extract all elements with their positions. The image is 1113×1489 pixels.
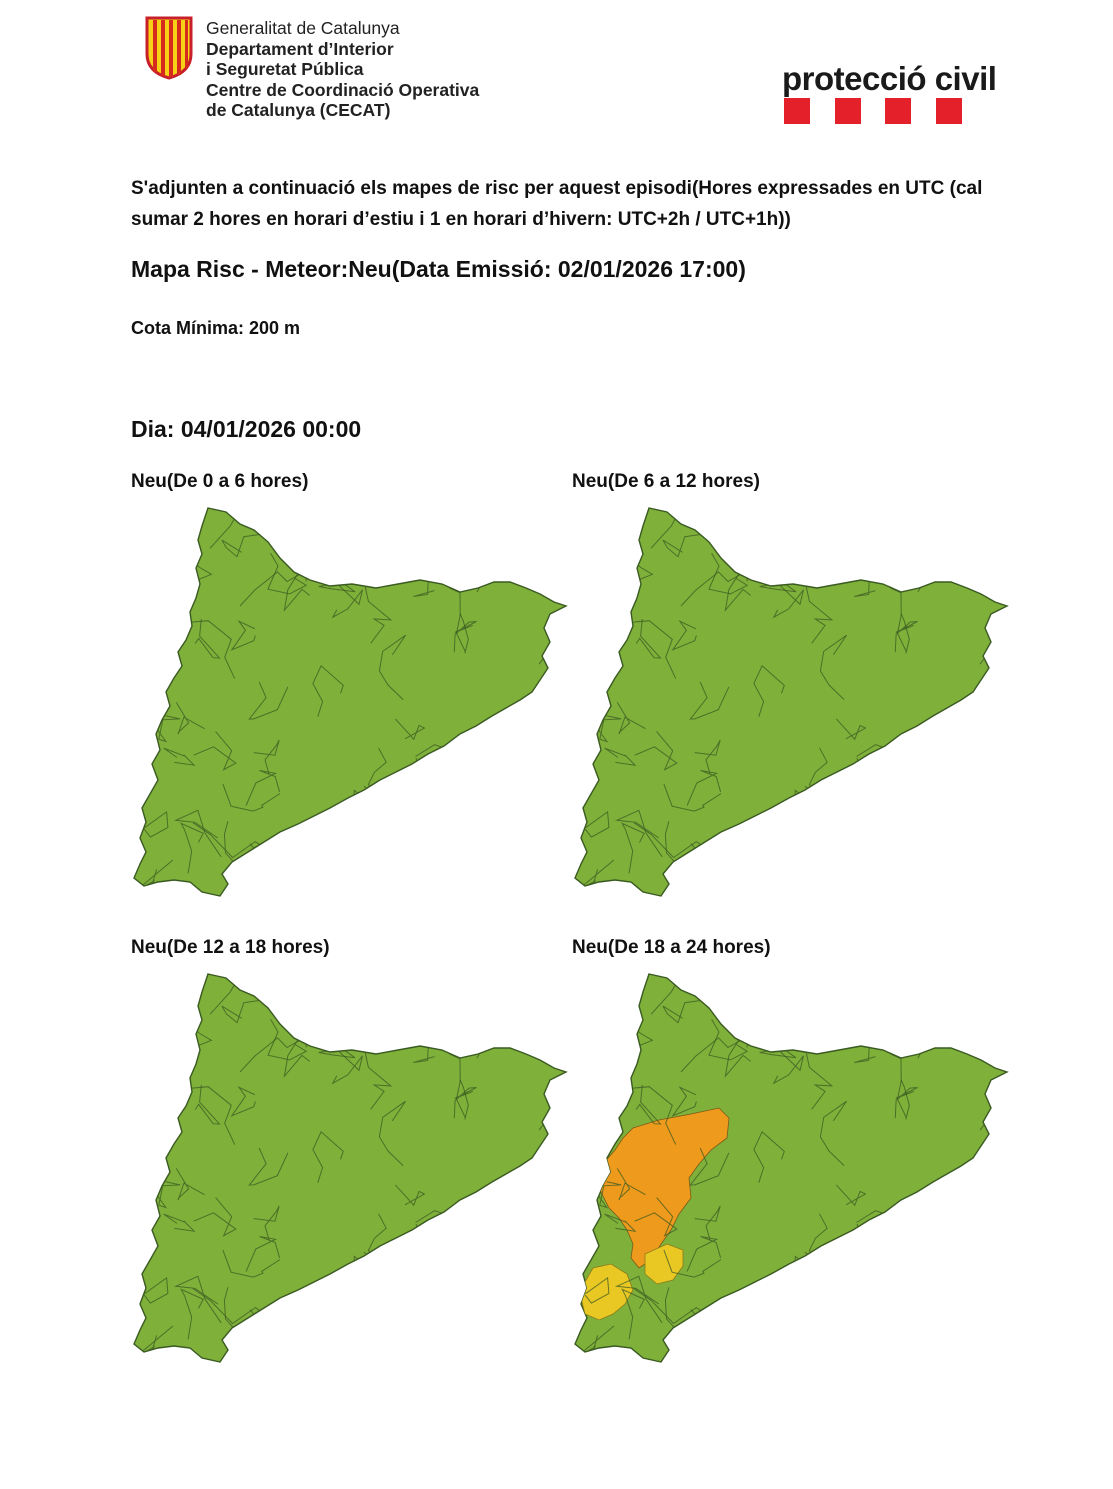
gen-line-1: Generalitat de Catalunya [206, 18, 400, 38]
comarca-border-line [504, 825, 556, 895]
comarca-border-line [272, 502, 320, 526]
comarca-border-line [713, 968, 761, 992]
comarca-border-line [456, 741, 489, 779]
comarca-border-line [496, 856, 545, 883]
comarca-border-line [553, 1258, 570, 1303]
comarca-border-line [524, 1179, 552, 1207]
panel-label-12-18: Neu(De 12 a 18 hores) [131, 937, 330, 958]
comarca-border-line [816, 1327, 855, 1355]
comarca-border-line [130, 1058, 170, 1087]
comarca-border-line [822, 1244, 857, 1274]
comarca-border-line [480, 502, 535, 537]
comarca-border-line [574, 541, 593, 588]
comarca-border-line [759, 514, 788, 547]
comarca-border-line [882, 513, 941, 536]
comarca-border-line [369, 968, 400, 994]
comarca-border-line [921, 968, 976, 1003]
comarca-border-line [571, 592, 611, 621]
comarca-border-line [860, 968, 914, 1014]
comarca-border-line [419, 968, 473, 1014]
generalitat-logo [143, 14, 195, 80]
comarca-border-line [130, 1080, 159, 1104]
pc-square-2 [835, 98, 861, 124]
comarca-border-line [746, 536, 771, 583]
comarca-border-line [882, 979, 941, 1002]
comarca-border-line [450, 1223, 470, 1264]
minimum-elevation: Cota Mínima: 200 m [131, 318, 301, 338]
comarca-border-line [480, 968, 535, 1003]
comarca-border-line [937, 1322, 986, 1349]
proteccio-civil-logo [782, 60, 1007, 130]
intro-paragraph: S'adjunten a continuació els mapes de risc per aquest episodi(Hores expressades en UTC (cal sumar 2 hores en horari d’estiu i 1 en horari d’hivern: UTC+2h / UTC+1h)) [131, 178, 983, 230]
comarca-border-line [342, 831, 371, 859]
pc-squares [784, 98, 974, 124]
pc-square-3 [885, 98, 911, 124]
comarca-border-line [746, 1002, 771, 1048]
comarca-border-line [530, 874, 568, 899]
map-catalonia-12-18 [130, 968, 570, 1368]
comarca-border-line [263, 1351, 283, 1368]
comarca-border-line [381, 1244, 416, 1274]
comarca-border-line [579, 548, 609, 597]
comarca-border-line [765, 968, 787, 979]
comarca-border-line [553, 792, 570, 837]
comarca-border-line [810, 502, 841, 528]
comarca-border-line [933, 1233, 962, 1303]
comarca-border-line [934, 1292, 955, 1327]
comarca-border-line [375, 1327, 414, 1355]
comarca-border-line [691, 872, 736, 902]
comarca-border-line [994, 1258, 1011, 1303]
comarca-border-line [272, 968, 320, 992]
comarca-border-line [495, 751, 520, 811]
gen-line-3: i Seguretat Pública [206, 59, 364, 79]
comarca-border-line [691, 1338, 736, 1368]
map-catalonia-18-24 [571, 968, 1011, 1368]
gen-line-4: Centre de Coordinació Operativa [206, 79, 480, 100]
comarca-border-line [810, 968, 841, 994]
generalitat-department-text [206, 18, 479, 121]
pc-square-4 [936, 98, 962, 124]
comarca-border-line [816, 861, 855, 889]
comarca-border-line [994, 792, 1011, 837]
comarca-border-line [452, 529, 489, 592]
comarca-border-line [130, 1067, 181, 1084]
comarca-border-line [504, 1291, 556, 1361]
gen-line-2: Departament d’Interior [206, 38, 394, 59]
comarca-border-line [450, 757, 470, 798]
comarca-border-line [318, 980, 347, 1013]
comarca-border-line [971, 1340, 1009, 1365]
comarca-border-line [574, 1007, 593, 1054]
comarca-border-line [571, 1080, 600, 1104]
comarca-border-line [571, 1067, 622, 1084]
comarca-border-line [933, 767, 962, 837]
comarca-border-line [891, 757, 911, 798]
comarca-border-line [452, 995, 489, 1058]
comarca-border-line [937, 856, 986, 883]
comarca-border-line [493, 1292, 514, 1327]
comarca-border-line [571, 601, 622, 618]
comarca-border-line [945, 1291, 997, 1361]
comarca-border-line [893, 529, 930, 592]
comarca-border-line [133, 541, 152, 588]
comarca-border-line [704, 1351, 724, 1368]
comarca-border-line [795, 1256, 852, 1289]
comarca-border-line [765, 502, 787, 513]
comarca-border-line [945, 825, 997, 895]
comarca-border-line [850, 527, 878, 558]
comarca-border-line [305, 536, 330, 583]
comarca-border-line [897, 741, 930, 779]
comarca-border-line [860, 502, 914, 548]
comarca-border-line [783, 1297, 812, 1325]
comarca-border-line [495, 1217, 520, 1277]
comarca-border-line [897, 1207, 930, 1245]
comarca-border-line [965, 713, 993, 741]
panel-label-18-24: Neu(De 18 a 24 hores) [572, 937, 771, 958]
comarca-border-line [419, 502, 473, 548]
comarca-border-line [496, 1322, 545, 1349]
comarca-border-line [893, 995, 930, 1058]
forecast-day: Dia: 04/01/2026 00:00 [131, 416, 362, 442]
comarca-border-line [130, 592, 170, 621]
comarca-border-line [891, 1223, 911, 1264]
comarca-border-line [936, 1217, 961, 1277]
comarca-border-line [492, 1233, 521, 1303]
map-catalonia-0-6 [130, 502, 570, 902]
comarca-border-line [250, 1338, 295, 1368]
pc-square-1 [784, 98, 810, 124]
comarca-border-line [369, 502, 400, 528]
comarca-border-line [318, 514, 347, 547]
comarca-border-line [354, 790, 411, 823]
comarca-border-line [130, 614, 159, 638]
comarca-border-line [971, 874, 1009, 899]
comarca-border-line [759, 980, 788, 1013]
comarca-border-line [822, 778, 857, 808]
comarca-border-line [441, 979, 500, 1002]
panel-label-0-6: Neu(De 0 a 6 hores) [131, 471, 309, 492]
comarca-border-line [441, 513, 500, 536]
comarca-border-line [305, 1002, 330, 1048]
map-title: Mapa Risc - Meteor:Neu(Data Emissió: 02/01/2026 17:00) [131, 256, 746, 282]
comarca-border-line [456, 1207, 489, 1245]
comarca-border-line [250, 872, 295, 902]
comarca-border-line [524, 713, 552, 741]
comarca-border-line [324, 968, 346, 979]
comarca-border-line [795, 790, 852, 823]
comarca-border-line [704, 885, 724, 902]
comarca-border-line [138, 548, 168, 597]
comarca-border-line [493, 826, 514, 861]
comarca-border-line [342, 1297, 371, 1325]
map-catalonia-6-12 [571, 502, 1011, 902]
panel-label-6-12: Neu(De 6 a 12 hores) [572, 471, 760, 492]
comarca-border-line [492, 767, 521, 837]
comarca-border-line [571, 614, 600, 638]
comarca-border-line [409, 527, 437, 558]
comarca-border-line [409, 993, 437, 1024]
comarca-border-line [263, 885, 283, 902]
comarca-border-line [965, 1179, 993, 1207]
comarca-border-line [713, 502, 761, 526]
pc-title: protecció civil [782, 60, 997, 97]
comarca-border-line [579, 1014, 609, 1063]
comarca-border-line [571, 1058, 611, 1087]
comarca-border-line [130, 601, 181, 618]
comarca-border-line [324, 502, 346, 513]
gen-line-5: de Catalunya (CECAT) [206, 100, 391, 120]
comarca-border-line [354, 1256, 411, 1289]
comarca-border-line [783, 831, 812, 859]
comarca-border-line [133, 1007, 152, 1054]
comarca-border-line [921, 502, 976, 537]
comarca-border-line [850, 993, 878, 1024]
comarca-border-line [138, 1014, 168, 1063]
comarca-border-line [934, 826, 955, 861]
comarca-border-line [530, 1340, 568, 1365]
comarca-border-line [381, 778, 416, 808]
comarca-border-line [936, 751, 961, 811]
comarca-border-line [375, 861, 414, 889]
